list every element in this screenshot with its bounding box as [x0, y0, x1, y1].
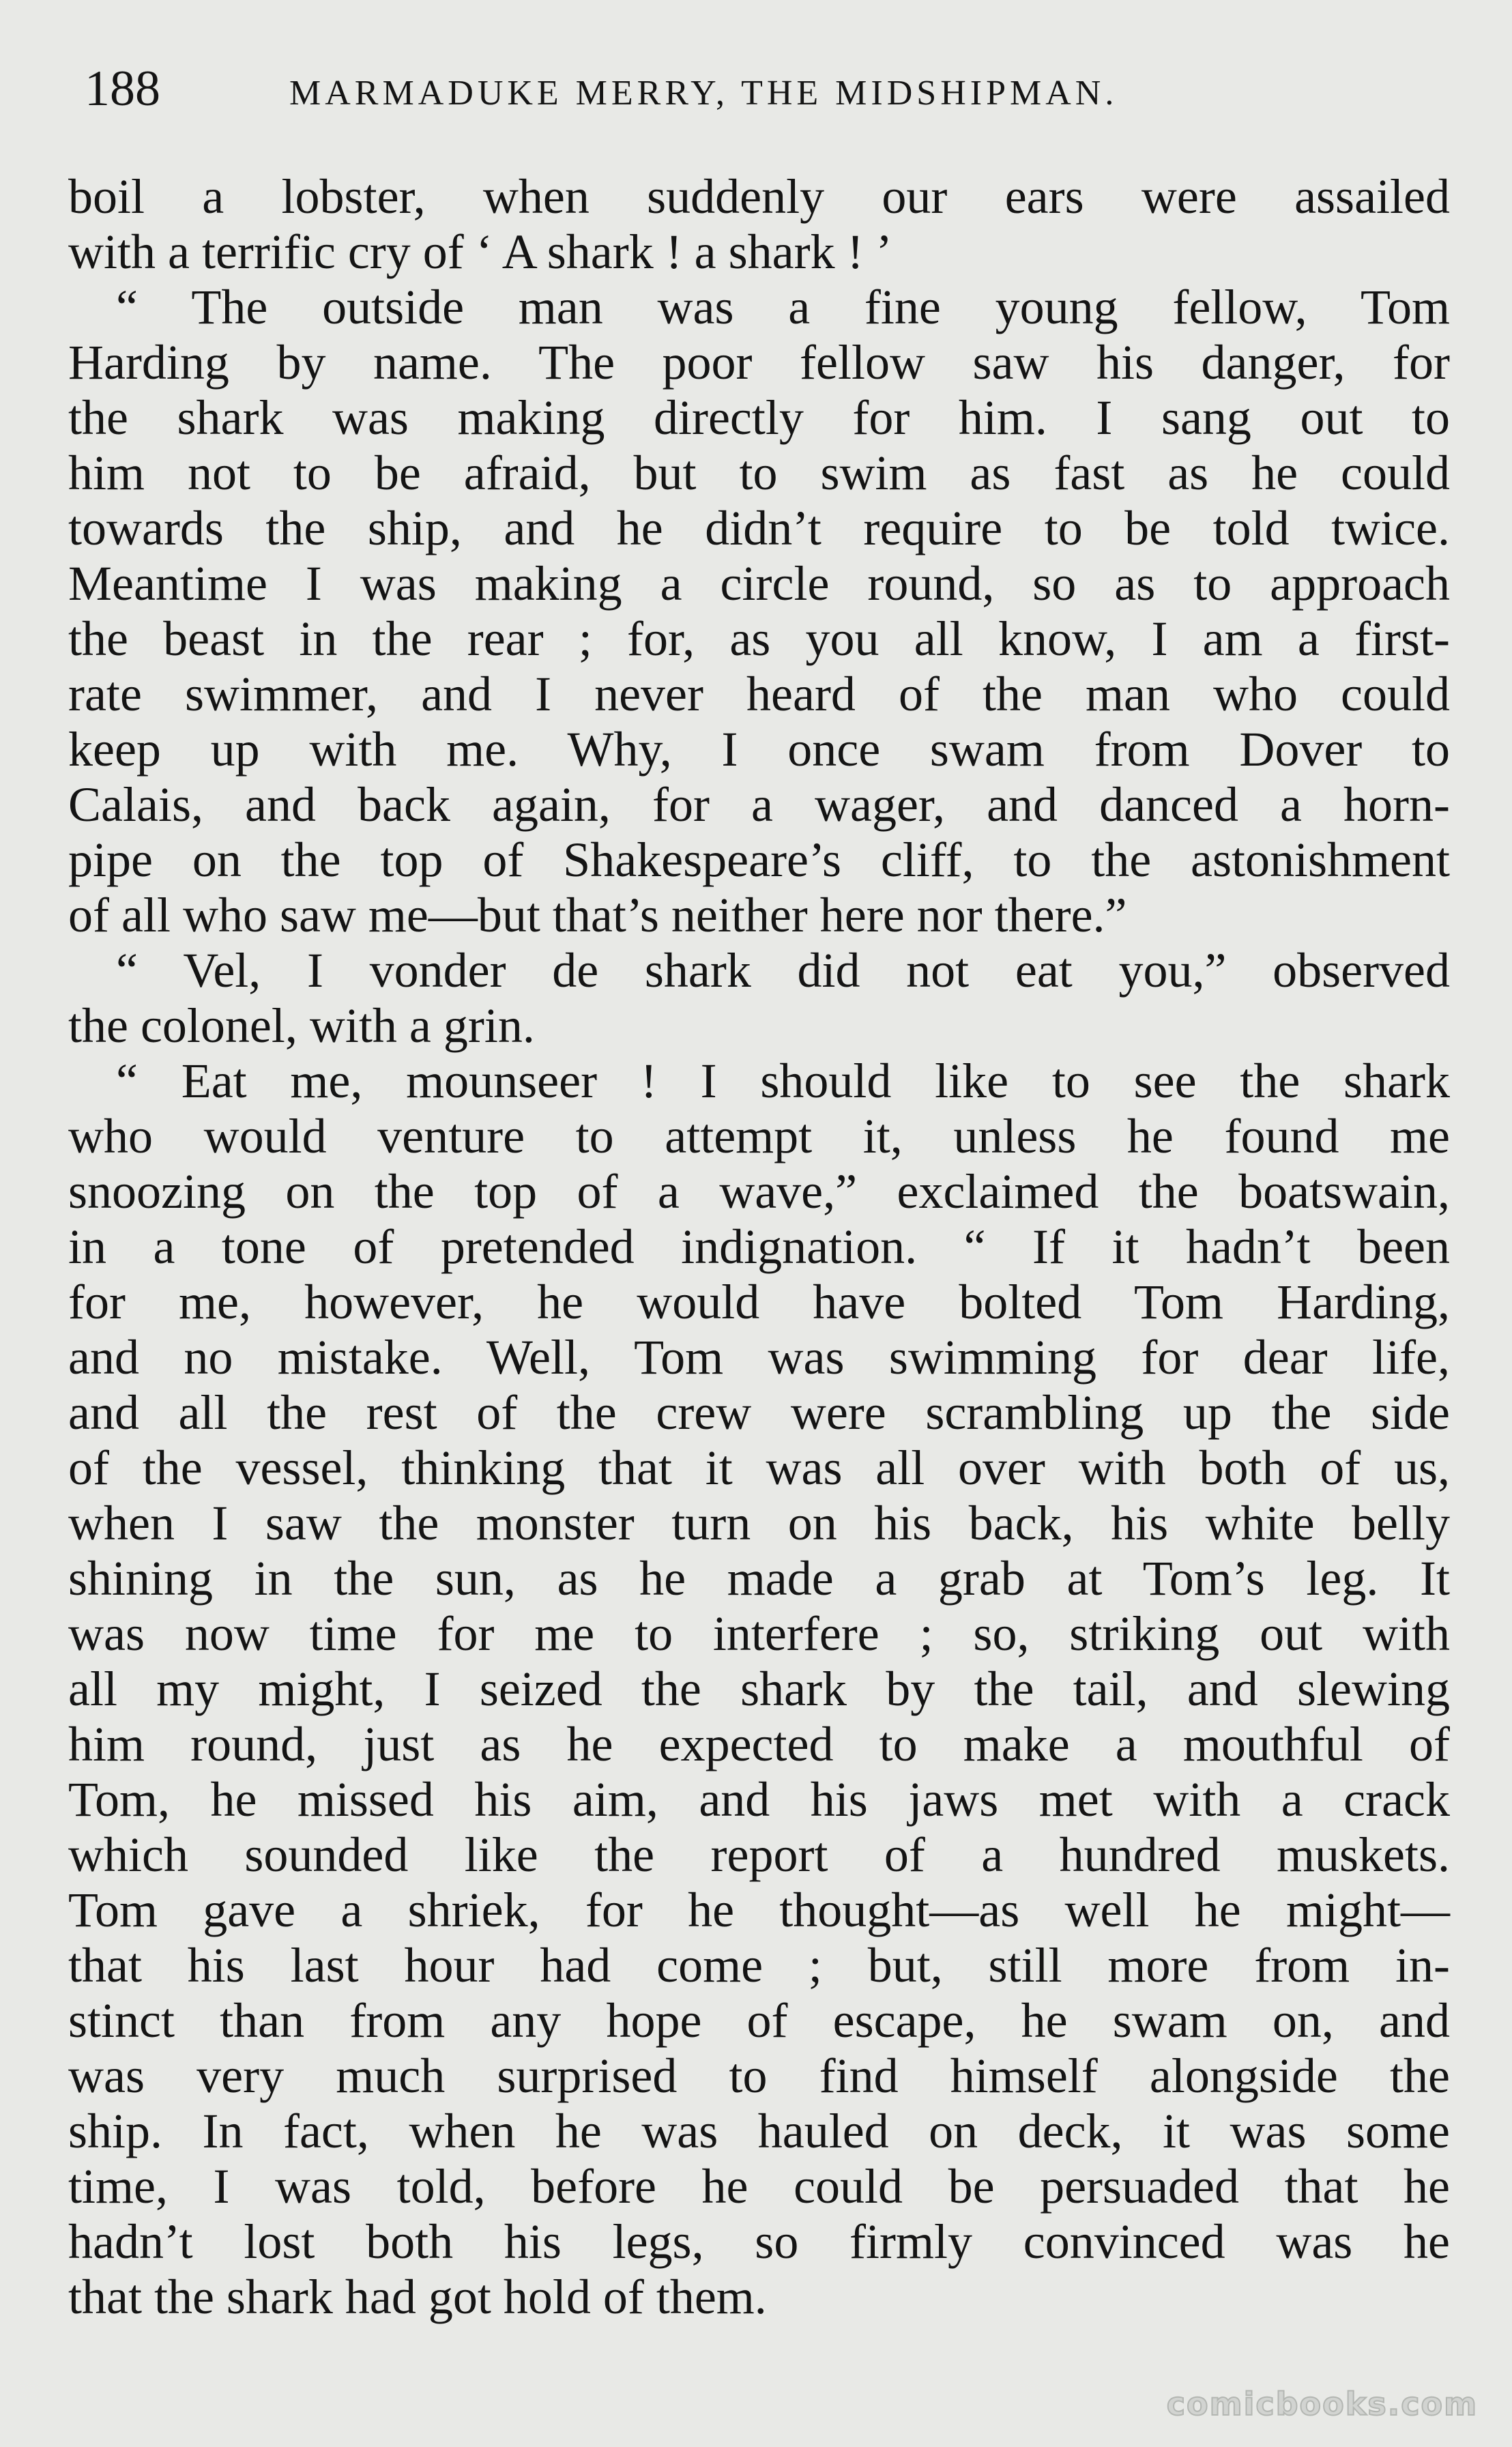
text-line: towards the ship, and he didn’t require to be told twice. — [68, 501, 1450, 555]
text-line: time, I was told, before he could be persuaded that he — [68, 2159, 1450, 2214]
running-head — [85, 55, 1381, 123]
text-line: the beast in the rear ; for, as you all know, I am a first- — [68, 611, 1450, 666]
text-line: stinct than from any hope of escape, he swam on, and — [68, 1993, 1450, 2048]
text-line: all my might, I seized the shark by the tail, and slewing — [68, 1662, 1450, 1716]
text-line: was very much surprised to find himself alongside the — [68, 2048, 1450, 2103]
text-line: “ Eat me, mounseer ! I should like to see the shark — [116, 1054, 1450, 1108]
text-line: hadn’t lost both his legs, so firmly convinced was he — [68, 2214, 1450, 2269]
text-line: Meantime I was making a circle round, so as to approach — [68, 556, 1450, 611]
text-line: snoozing on the top of a wave,” exclaimed the boatswain, — [68, 1164, 1450, 1219]
text-line: which sounded like the report of a hundred muskets. — [68, 1827, 1450, 1882]
text-line: and all the rest of the crew were scrambling up the side — [68, 1385, 1450, 1440]
text-line: of all who saw me—but that’s neither here nor there.” — [68, 888, 1127, 942]
text-line: “ The outside man was a fine young fellow, Tom — [116, 280, 1450, 334]
text-line: for me, however, he would have bolted Tom Harding, — [68, 1275, 1450, 1329]
text-line: rate swimmer, and I never heard of the man who could — [68, 667, 1450, 721]
text-line: Tom, he missed his aim, and his jaws met with a crack — [68, 1772, 1450, 1827]
text-line: boil a lobster, when suddenly our ears were assailed — [68, 169, 1450, 224]
text-line: the shark was making directly for him. I sang out to — [68, 390, 1450, 445]
text-line: that the shark had got hold of them. — [68, 2270, 767, 2324]
text-line: him round, just as he expected to make a mouthful of — [68, 1717, 1450, 1771]
page-number: 188 — [85, 61, 160, 117]
text-line: Tom gave a shriek, for he thought—as well he might— — [68, 1883, 1450, 1937]
body-text — [68, 169, 1450, 2325]
text-line: that his last hour had come ; but, still more from in- — [68, 1938, 1450, 1993]
text-line: of the vessel, thinking that it was all over with both of us, — [68, 1440, 1450, 1495]
text-line: in a tone of pretended indignation. “ If it hadn’t been — [68, 1219, 1450, 1274]
text-line: shining in the sun, as he made a grab at Tom’s leg. It — [68, 1551, 1450, 1606]
text-line: Calais, and back again, for a wager, and danced a horn- — [68, 777, 1450, 832]
text-line: was now time for me to interfere ; so, striking out with — [68, 1606, 1450, 1661]
text-line: when I saw the monster turn on his back, his white belly — [68, 1496, 1450, 1550]
running-title: MARMADUKE MERRY, THE MIDSHIPMAN. — [289, 74, 1118, 113]
text-line: Harding by name. The poor fellow saw his danger, for — [68, 335, 1450, 390]
text-line: the colonel, with a grin. — [68, 998, 535, 1053]
text-line: ship. In fact, when he was hauled on deck, it was some — [68, 2104, 1450, 2158]
text-line: and no mistake. Well, Tom was swimming for dear life, — [68, 1330, 1450, 1385]
text-line: “ Vel, I vonder de shark did not eat you,” observed — [116, 943, 1450, 998]
text-line: keep up with me. Why, I once swam from Dover to — [68, 722, 1450, 777]
text-line: him not to be afraid, but to swim as fast as he could — [68, 446, 1450, 500]
text-line: pipe on the top of Shakespeare’s cliff, to the astonishment — [68, 832, 1450, 887]
text-line: with a terrific cry of ‘ A shark ! a shark ! ’ — [68, 225, 892, 279]
watermark: comicbooks.com — [1166, 2386, 1478, 2422]
text-line: who would venture to attempt it, unless he found me — [68, 1109, 1450, 1163]
